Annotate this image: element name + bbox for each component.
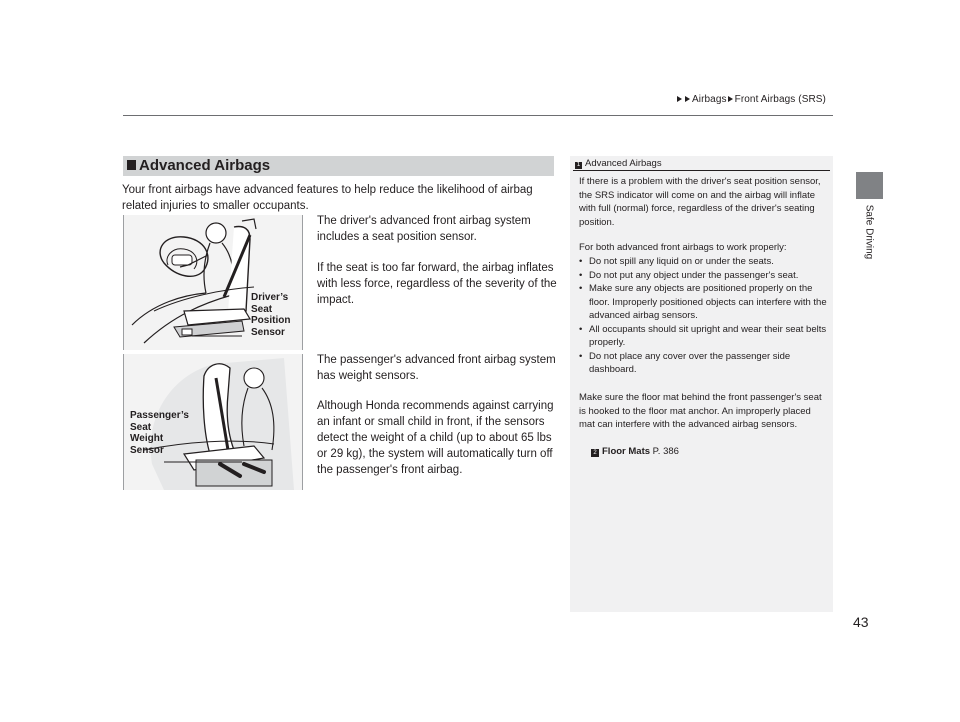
section-intro: Your front airbags have advanced features to help reduce the likelihood of airbag related injuries to smaller occupants. xyxy=(122,184,533,212)
paragraph-child-weight: Although Honda recommends against carrying an infant or small child in front, if the sensors detect the weight of a child (up to about 65 lbs or 29 kg), the system will automatically turn off the passenger's front airbag. xyxy=(317,400,554,476)
paragraph-passenger-system: The passenger's advanced front airbag system has weight sensors. xyxy=(317,354,556,382)
chapter-tab-label: Safe Driving xyxy=(863,204,875,260)
breadcrumb-arrow-icon xyxy=(685,96,690,102)
list-item: • Do not spill any liquid on or under the seats. xyxy=(579,255,827,269)
sidebar-paragraph: Make sure the floor mat behind the front passenger's seat is hooked to the floor mat anchor. An improperly placed mat can interfere with the advanced airbag sensors. xyxy=(579,392,822,430)
driver-seat-illustration xyxy=(123,215,303,350)
note-icon: 1 xyxy=(576,162,581,168)
sidebar-paragraph: For both advanced front airbags to work properly: xyxy=(579,242,787,253)
paragraph-driver-system: The driver's advanced front airbag system includes a seat position sensor. xyxy=(317,215,531,243)
breadcrumb-arrow-icon xyxy=(677,96,682,102)
section-square-icon xyxy=(127,160,136,170)
sidebar-heading: 1 Advanced Airbags xyxy=(576,158,662,169)
breadcrumb-item[interactable]: Front Airbags (SRS) xyxy=(734,94,826,105)
header-divider xyxy=(123,115,833,116)
sidebar-bullet-list xyxy=(579,255,827,377)
breadcrumb xyxy=(676,94,826,105)
passenger-seat-sensor-callout: Passenger’s Seat Weight Sensor xyxy=(130,410,189,456)
sidebar-divider xyxy=(573,170,830,171)
floor-mats-reference-link[interactable]: 2 Floor Mats P. 386 xyxy=(591,446,679,457)
chapter-tab-marker xyxy=(856,172,883,199)
passenger-seat-illustration xyxy=(123,354,303,490)
sidebar-paragraph: If there is a problem with the driver's seat position sensor, the SRS indicator will come on and the airbag will inflate with full (normal) force, regardless of the driver's seating position. xyxy=(579,176,821,228)
list-item: • Do not place any cover over the passenger side dashboard. xyxy=(579,350,827,377)
driver-seat-sensor-callout: Driver’s Seat Position Sensor xyxy=(251,292,291,338)
breadcrumb-item[interactable]: Airbags xyxy=(692,94,727,105)
list-item: • Make sure any objects are positioned properly on the floor. Improperly positioned objects can interfere with the advanced airbag sensors. xyxy=(579,282,827,323)
list-item: • All occupants should sit upright and wear their seat belts properly. xyxy=(579,323,827,350)
breadcrumb-arrow-icon xyxy=(728,96,733,102)
list-item: • Do not put any object under the passenger's seat. xyxy=(579,269,827,283)
reference-arrow-icon: 2 xyxy=(591,449,599,457)
paragraph-seat-forward: If the seat is too far forward, the airbag inflates with less force, regardless of the severity of the impact. xyxy=(317,262,557,306)
section-title: Advanced Airbags xyxy=(127,157,270,174)
page-number: 43 xyxy=(853,614,869,630)
